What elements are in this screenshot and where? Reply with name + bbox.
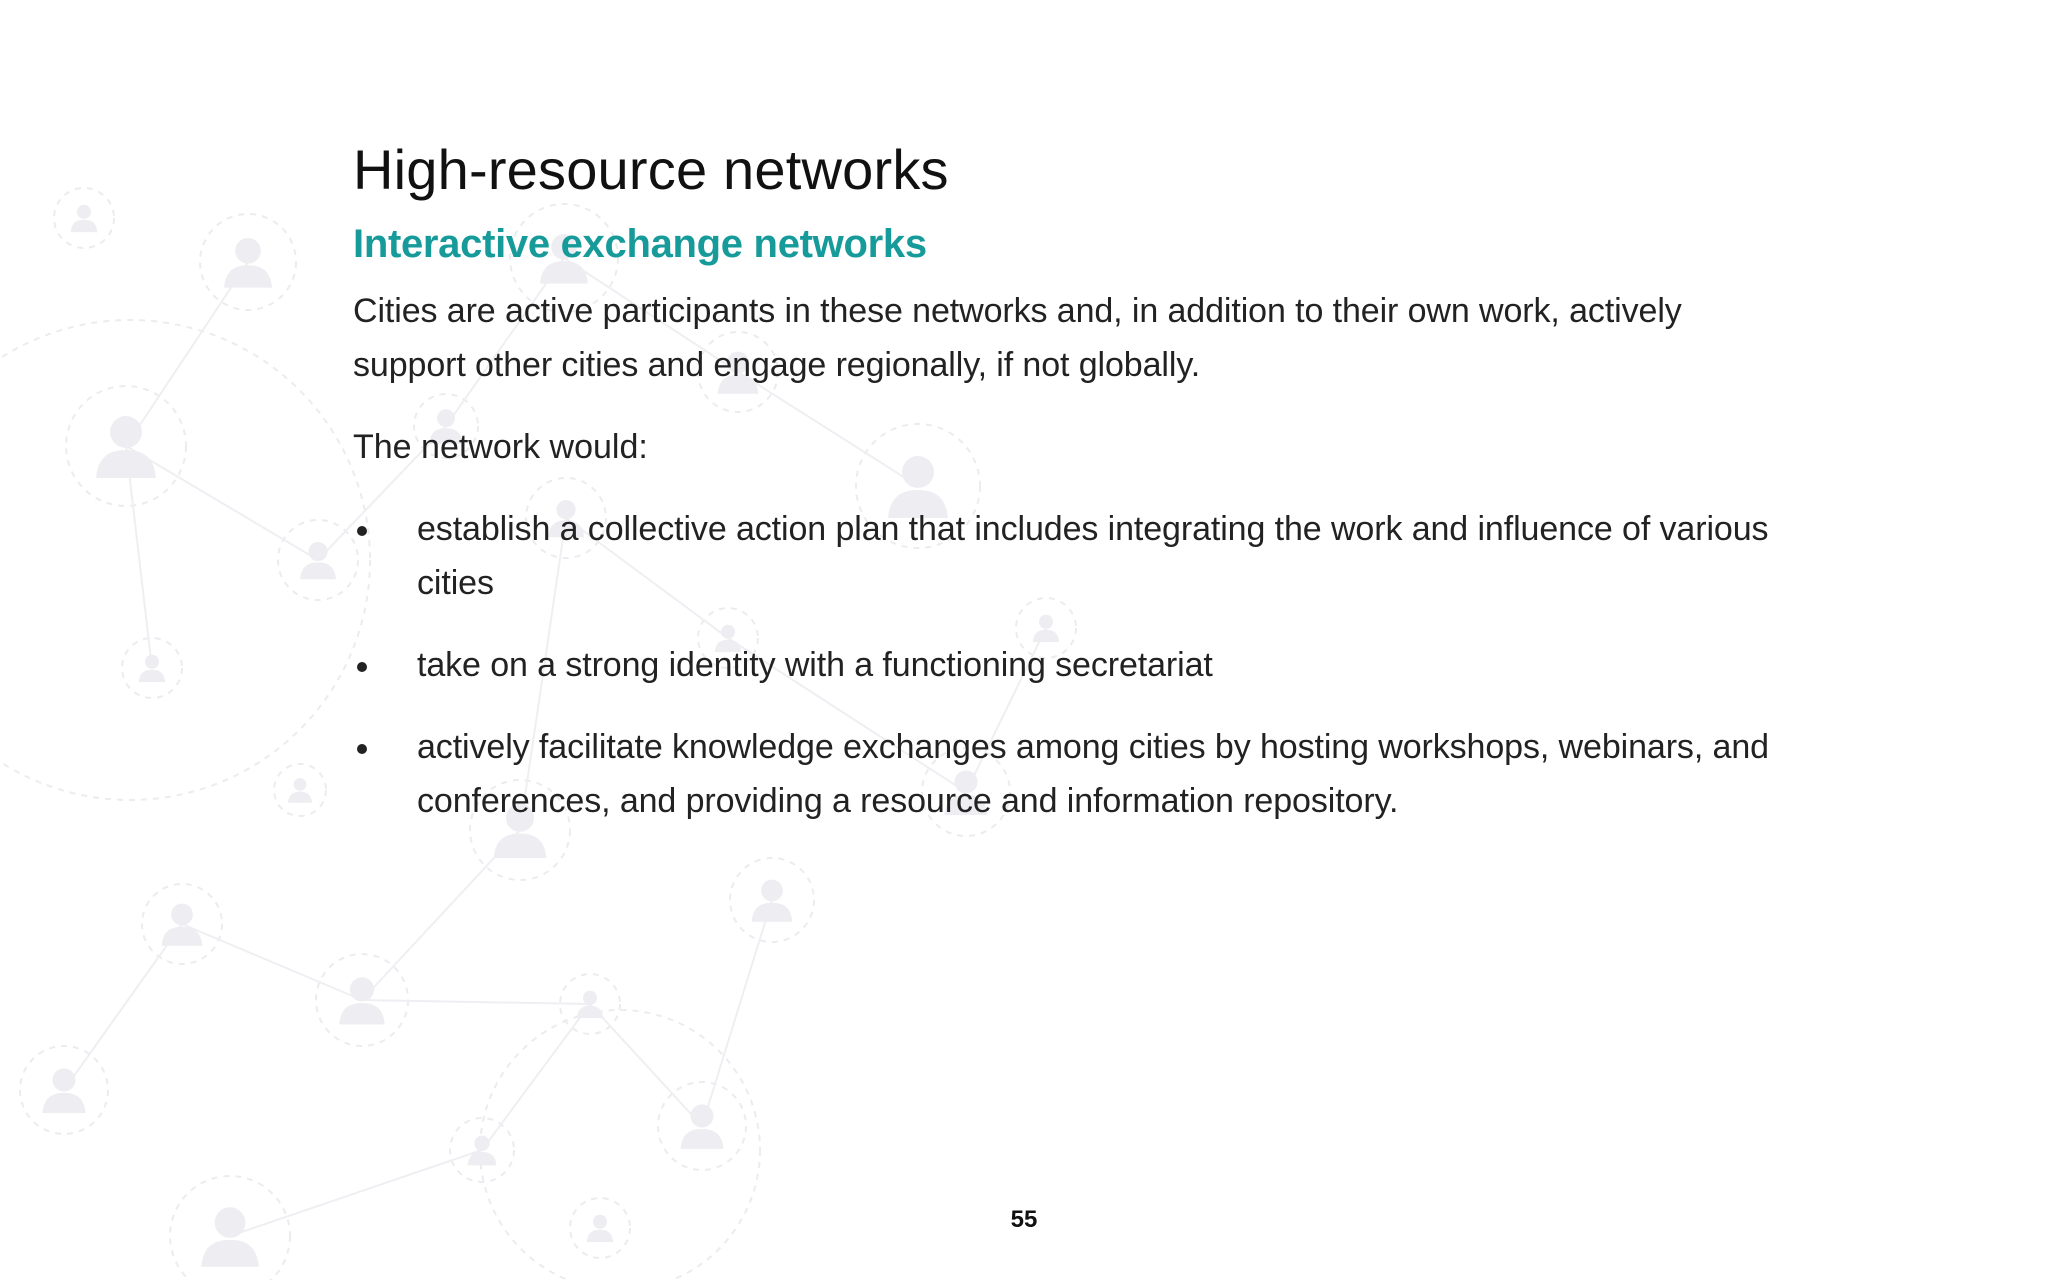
list-item-text: establish a collective action plan that includes integrating the work and influence of various cities <box>417 510 1769 602</box>
page-number: 55 <box>1010 1206 1038 1233</box>
slide-content <box>353 130 1803 856</box>
list-item <box>353 720 1803 828</box>
list-item <box>353 638 1803 692</box>
bullet-dot-icon <box>357 526 367 536</box>
page-title: High-resource networks <box>353 138 949 201</box>
section-subtitle: Interactive exchange networks <box>353 222 927 266</box>
bullet-dot-icon <box>357 662 367 672</box>
bullet-list <box>353 502 1803 828</box>
list-item <box>353 502 1803 610</box>
list-item-text: actively facilitate knowledge exchanges among cities by hosting workshops, webinars, and conferences, and providing a resource and information repository. <box>417 728 1769 820</box>
intro-paragraph: Cities are active participants in these networks and, in addition to their own work, actively support other cities and engage regionally, if not globally. <box>353 292 1682 384</box>
bullet-dot-icon <box>357 744 367 754</box>
list-item-text: take on a strong identity with a functioning secretariat <box>417 646 1213 684</box>
list-lead-in: The network would: <box>353 428 648 466</box>
